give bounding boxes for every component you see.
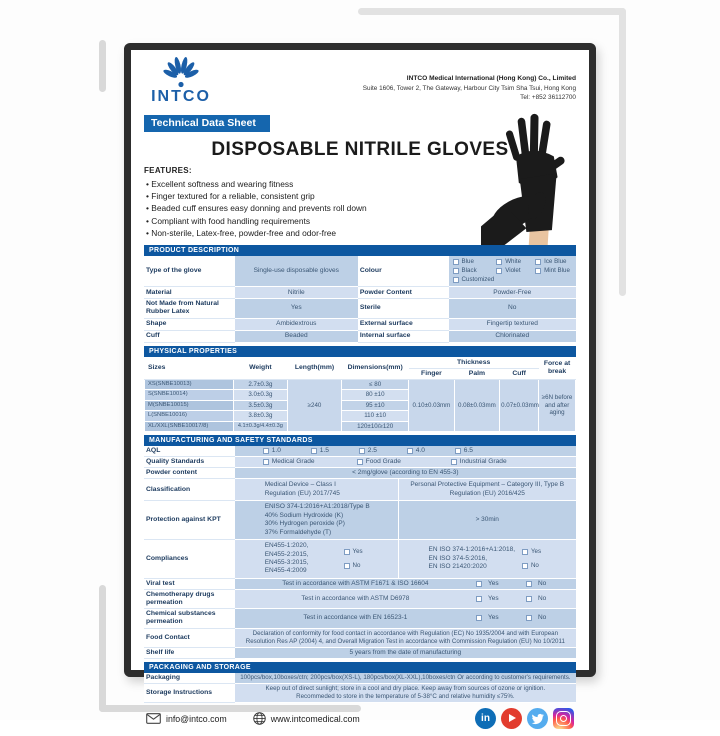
col-header-weight: Weight <box>233 357 287 379</box>
row-label: External surface <box>358 319 449 331</box>
row-value: Declaration of conformity for food contact in accordance with Regulation (EC) No 1935/2004 and with European Resolution Res AP (2004) 4, and Overall Migration Test in accordance with Commission Regulation (EU) No 10/2011 <box>235 629 576 648</box>
row-value: Yes <box>235 299 358 318</box>
row-value: Chlorinated <box>449 331 576 343</box>
dimension-cell: 95 ±10 <box>342 400 409 410</box>
row-value: < 2mg/glove (according to EN 455-3) <box>235 468 576 479</box>
chemo-yes-checkbox[interactable] <box>476 596 482 602</box>
chemotherapy-row: Chemotherapy drugs permeation Test in accordance with ASTM D6978 Yes No <box>144 590 576 609</box>
datasheet-page <box>124 43 596 725</box>
decorative-bar-left-bottom <box>99 585 106 712</box>
section-physical-properties: PHYSICAL PROPERTIES <box>144 346 576 357</box>
logo-wordmark: INTCO <box>151 88 211 105</box>
aql-checkbox-1.0[interactable] <box>263 448 269 454</box>
features-list <box>144 166 474 239</box>
linkedin-icon[interactable]: in <box>475 708 496 729</box>
dimension-cell: 120±10/≥120 <box>342 421 409 431</box>
row-label: Viral test <box>144 579 235 590</box>
food-contact-row <box>144 629 576 648</box>
colour-checkbox-black[interactable] <box>453 268 459 274</box>
size-cell: M(SNBE10015) <box>145 400 234 410</box>
document-type-badge: Technical Data Sheet <box>144 115 270 132</box>
row-label: Material <box>144 287 235 299</box>
col-header-cuff: Cuff <box>500 368 539 379</box>
row-label: Sterile <box>358 299 449 318</box>
force-cell: ≥6N before and after aging <box>539 379 576 431</box>
colour-checkbox-violet[interactable] <box>496 268 502 274</box>
website-text: www.intcomedical.com <box>270 713 360 724</box>
row-value: 5 years from the date of manufacturing <box>235 648 576 659</box>
col-header-dimensions: Dimensions(mm) <box>342 357 409 379</box>
viral-no-checkbox[interactable] <box>526 581 532 587</box>
row-label: Chemical substances permeation <box>144 609 235 628</box>
en455-yes-checkbox[interactable] <box>344 549 350 555</box>
section-manufacturing: MANUFACTURING AND SAFETY STANDARDS <box>144 435 576 446</box>
mail-icon <box>146 713 161 724</box>
instagram-icon[interactable] <box>553 708 574 729</box>
row-label: Type of the glove <box>144 256 235 287</box>
row-value: Beaded <box>235 331 358 343</box>
chemical-no-checkbox[interactable] <box>526 615 532 621</box>
dimension-cell: ≤ 80 <box>342 379 409 389</box>
viral-test-row: Viral test Test in accordance with ASTM F1671 & ISO 16604 Yes No <box>144 579 576 590</box>
row-value: Single-use disposable gloves <box>235 256 358 287</box>
section-product-description: PRODUCT DESCRIPTION <box>144 245 576 256</box>
size-cell: S(SNBE10014) <box>145 390 234 400</box>
kpt-row <box>144 501 576 540</box>
row-value: 100pcs/box,10boxes/ctn; 200pcs/box(XS-L), 180pcs/box(XL-XXL),10boxes/ctn Or according to customer's requirements. <box>235 673 576 684</box>
quality-standards-row: Quality Standards Medical Grade Food Grade Industrial Grade <box>144 457 576 468</box>
feature-item: • Non-sterile, Latex-free, powder-free and odor-free <box>144 227 474 239</box>
decorative-bar-left-top <box>99 40 106 92</box>
row-label: Chemotherapy drugs permeation <box>144 590 235 609</box>
twitter-bird <box>527 708 548 729</box>
row-label: Food Contact <box>144 629 235 648</box>
row-label: AQL <box>144 446 235 457</box>
col-header-thickness: Thickness <box>409 357 539 368</box>
row-label: Shelf life <box>144 648 235 659</box>
dimension-cell: 80 ±10 <box>342 390 409 400</box>
website-link[interactable] <box>253 712 360 725</box>
page-header <box>144 58 576 105</box>
physical-properties-table <box>144 357 576 433</box>
row-label: Storage Instructions <box>144 684 235 703</box>
classification-left: Medical Device – Class I Regulation (EU) 2017/745 <box>264 481 340 497</box>
col-header-finger: Finger <box>409 368 454 379</box>
logo-rays-icon <box>155 58 207 88</box>
length-cell: ≥240 <box>287 379 341 431</box>
twitter-icon[interactable] <box>527 708 548 729</box>
aql-checkbox-1.5[interactable] <box>311 448 317 454</box>
email-text: info@intco.com <box>166 713 227 724</box>
thickness-cuff-cell: 0.07±0.03mm <box>500 379 539 431</box>
page-footer <box>144 703 576 736</box>
row-label: Quality Standards <box>144 457 235 468</box>
shelf-life-row <box>144 648 576 659</box>
chemical-yes-checkbox[interactable] <box>476 615 482 621</box>
weight-cell: 3.0±0.3g <box>233 390 287 400</box>
classification-right: Personal Protective Equipment – Category III, Type B Regulation (EU) 2016/425 <box>410 481 565 497</box>
powder-content-row <box>144 468 576 479</box>
test-description: Test in accordance with EN 16523-1 <box>303 614 408 622</box>
decorative-bar-right <box>619 8 626 296</box>
quality-checkbox-food[interactable] <box>357 459 363 465</box>
iso-no-checkbox[interactable] <box>522 563 528 569</box>
feature-item: • Excellent softness and wearing fitness <box>144 178 474 190</box>
row-value: Nitrile <box>235 287 358 299</box>
youtube-icon[interactable] <box>501 708 522 729</box>
row-label: Not Made from Natural Rubber Latex <box>144 299 235 318</box>
email-contact[interactable] <box>146 713 227 724</box>
intco-logo <box>144 58 218 105</box>
colour-checkbox-ice-blue[interactable] <box>535 259 541 265</box>
thickness-palm-cell: 0.08±0.03mm <box>454 379 499 431</box>
iso-yes-checkbox[interactable] <box>522 549 528 555</box>
row-value: Fingertip textured <box>449 319 576 331</box>
colour-checkbox-white[interactable] <box>496 259 502 265</box>
row-label: Packaging <box>144 673 235 684</box>
row-value: No <box>449 299 576 318</box>
weight-cell: 3.5±0.3g <box>233 400 287 410</box>
col-header-sizes: Sizes <box>145 357 234 379</box>
row-value: Ambidextrous <box>235 319 358 331</box>
row-label: Protection against KPT <box>144 501 235 540</box>
classification-row <box>144 479 576 501</box>
feature-item: • Compliant with food handling requirements <box>144 215 474 227</box>
row-label: Powder content <box>144 468 235 479</box>
feature-item: • Finger textured for a reliable, consistent grip <box>144 190 474 202</box>
row-label: Compliances <box>144 540 235 579</box>
row-value: Powder-Free <box>449 287 576 299</box>
kpt-result: > 30min <box>475 516 499 523</box>
compliance-iso-list: EN ISO 374-1:2016+A1:2018, EN ISO 374-5:2016, EN ISO 21420:2020 <box>428 546 516 571</box>
aql-checkbox-4.0[interactable] <box>407 448 413 454</box>
weight-cell: 2.7±0.3g <box>233 379 287 389</box>
test-description: Test in accordance with ASTM D6978 <box>301 594 410 602</box>
col-header-length: Length(mm) <box>287 357 341 379</box>
chemical-substances-row: Chemical substances permeation Test in accordance with EN 16523-1 Yes No <box>144 609 576 628</box>
company-info <box>363 74 576 105</box>
row-label: Classification <box>144 479 235 501</box>
chemo-no-checkbox[interactable] <box>526 596 532 602</box>
company-phone: Tel: +852 36112700 <box>520 94 576 102</box>
col-header-palm: Palm <box>454 368 499 379</box>
aql-checkbox-6.5[interactable] <box>455 448 461 454</box>
row-label: Cuff <box>144 331 235 343</box>
decorative-bar-top <box>358 8 626 15</box>
colour-checkbox-blue[interactable] <box>453 259 459 265</box>
packaging-row <box>144 673 576 684</box>
row-value: Keep out of direct sunlight; store in a cool and dry place. Keep away from sources of ozone or ignition. Recommeded to store in the temperature of 5-38°C and relative humidity ≤75%. <box>235 684 576 703</box>
page-title: DISPOSABLE NITRILE GLOVES <box>211 139 509 160</box>
globe-icon <box>253 712 266 725</box>
colour-checkbox-mint-blue[interactable] <box>535 268 541 274</box>
product-description-table <box>144 256 576 343</box>
weight-cell: 3.8±0.3g <box>233 411 287 421</box>
section-packaging: PACKAGING AND STORAGE <box>144 662 576 673</box>
compliances-row: Compliances EN455-1:2020, EN455-2:2015, EN455-3:2015, EN455-4:2009 Yes No EN ISO 374-1:2016+A1:2018, EN ISO 374-5:2016, EN ISO 21420:2020 Yes No <box>144 540 576 579</box>
quality-checkbox-industrial[interactable] <box>451 459 457 465</box>
compliance-en455-list: EN455-1:2020, EN455-2:2015, EN455-3:2015, EN455-4:2009 <box>264 542 309 575</box>
thickness-finger-cell: 0.10±0.03mm <box>409 379 454 431</box>
aql-checkbox-2.5[interactable] <box>359 448 365 454</box>
size-cell: XL/XXL(SNBE10017/8) <box>145 421 234 431</box>
test-description: Test in accordance with ASTM F1671 & ISO 16604 <box>282 579 429 587</box>
weight-cell: 4.1±0.3g/4.4±0.3g <box>233 421 287 431</box>
en455-no-checkbox[interactable] <box>344 563 350 569</box>
row-label: Powder Content <box>358 287 449 299</box>
row-label: Shape <box>144 319 235 331</box>
viral-yes-checkbox[interactable] <box>476 581 482 587</box>
feature-item: • Beaded cuff ensures easy donning and prevents roll down <box>144 202 474 214</box>
aql-row: AQL 1.0 1.5 2.5 4.0 6.5 <box>144 446 576 457</box>
colour-options-cell: Blue White Ice Blue Black Violet Mint Blue Customized <box>449 256 576 287</box>
size-cell: XS(SNBE10013) <box>145 379 234 389</box>
storage-row <box>144 684 576 703</box>
size-cell: L(SNBE10016) <box>145 411 234 421</box>
social-icons <box>475 708 574 729</box>
company-name: INTCO Medical International (Hong Kong) Co., Limited <box>406 74 576 82</box>
row-label: Colour <box>358 256 449 287</box>
kpt-standards: ENISO 374-1:2016+A1:2018/Type B 40% Sodium Hydroxide (K) 30% Hydrogen peroxide (P) 37% Formaldehyde (T) <box>264 503 370 536</box>
company-address: Suite 1606, Tower 2, The Gateway, Harbour City Tsim Sha Tsui, Hong Kong <box>362 84 576 92</box>
features-heading: FEATURES: <box>144 166 192 175</box>
colour-checkbox-customized[interactable] <box>453 277 459 283</box>
row-label: Internal surface <box>358 331 449 343</box>
black-glove-image <box>481 108 585 254</box>
quality-checkbox-medical[interactable] <box>263 459 269 465</box>
col-header-force: Force at break <box>539 357 576 379</box>
dimension-cell: 110 ±10 <box>342 411 409 421</box>
